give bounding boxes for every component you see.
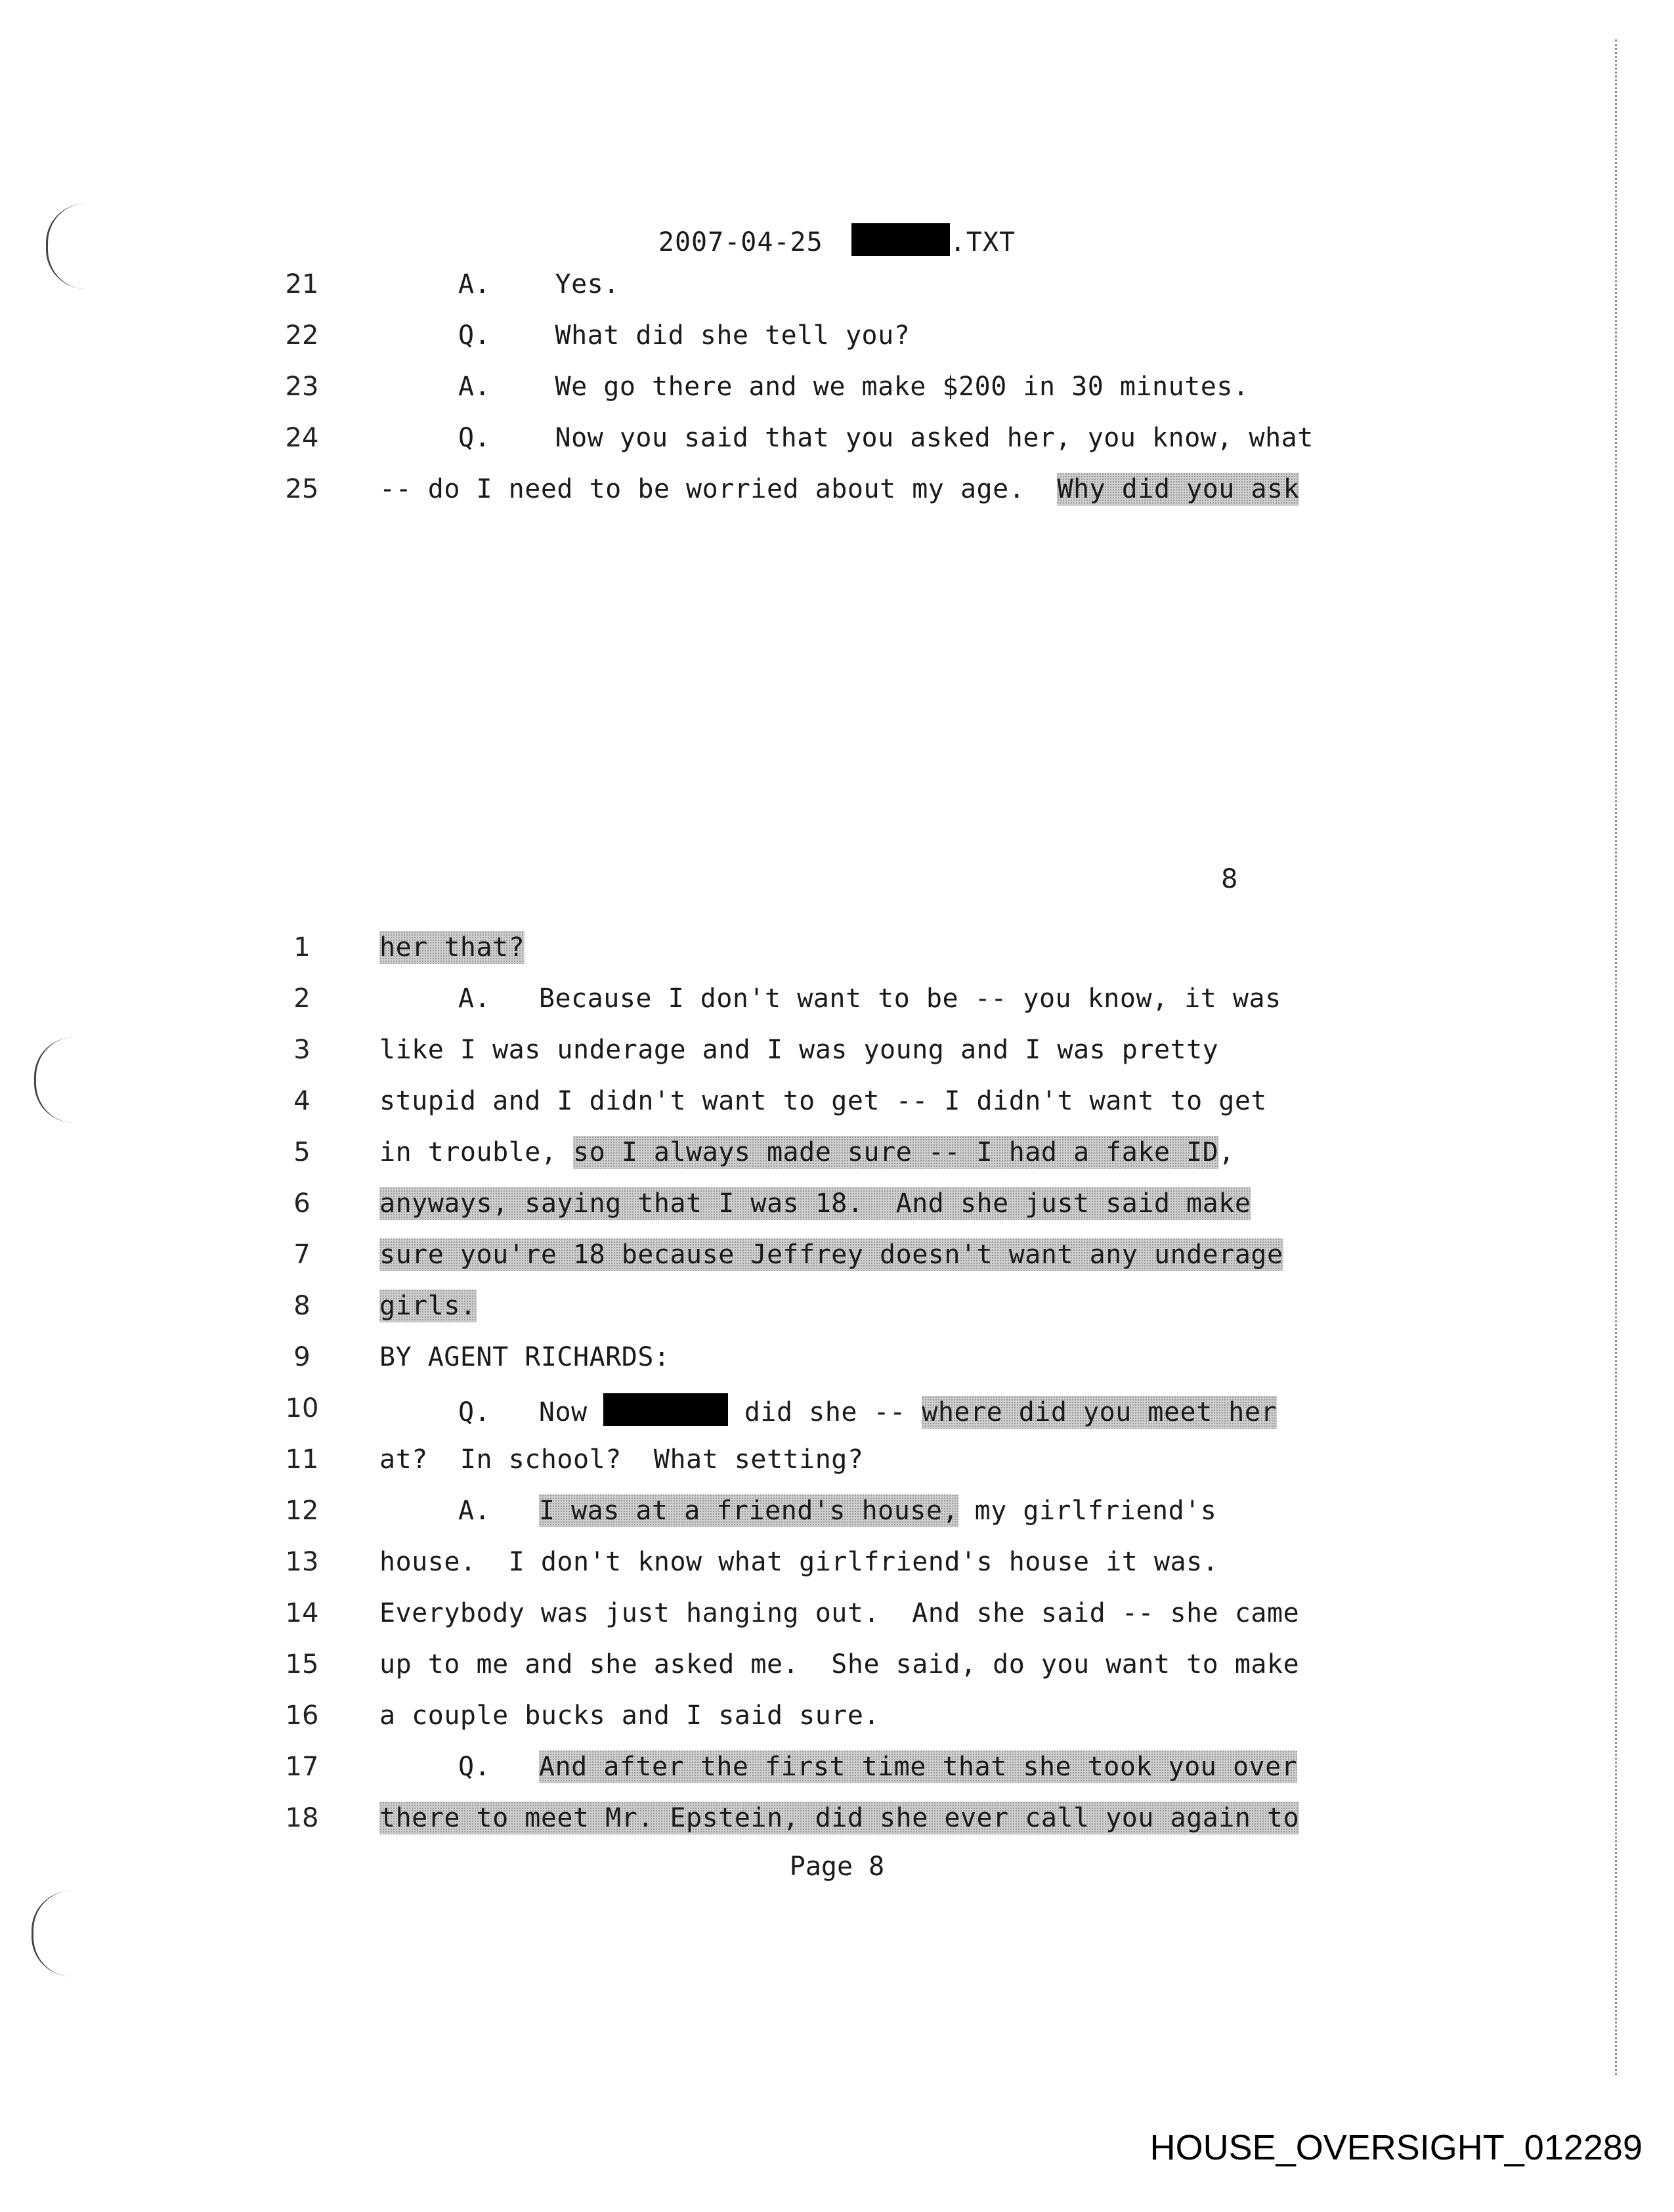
transcript-line bbox=[0, 1496, 1674, 1547]
text-segment: Q. Now you said that you asked her, you know, what bbox=[458, 423, 1314, 453]
line-text bbox=[458, 269, 620, 299]
line-text bbox=[458, 1496, 1216, 1526]
text-segment: at? In school? What setting? bbox=[379, 1444, 864, 1475]
line-text bbox=[379, 1342, 670, 1372]
line-number: 9 bbox=[293, 1342, 311, 1372]
line-number: 6 bbox=[293, 1188, 311, 1219]
line-text bbox=[379, 1086, 1267, 1116]
line-text bbox=[458, 984, 1281, 1014]
text-segment: stupid and I didn't want to get -- I didn't want to get bbox=[379, 1086, 1268, 1116]
transcript-line bbox=[0, 320, 1674, 372]
line-number: 16 bbox=[285, 1701, 319, 1731]
line-number: 14 bbox=[285, 1598, 319, 1628]
transcript-line bbox=[0, 269, 1674, 320]
text-segment: Everybody was just hanging out. And she said -- she came bbox=[379, 1598, 1300, 1628]
transcript-line bbox=[0, 1342, 1674, 1393]
line-number: 3 bbox=[293, 1035, 311, 1065]
line-text bbox=[379, 1137, 1235, 1167]
line-text bbox=[379, 932, 525, 963]
line-number: 23 bbox=[285, 372, 319, 402]
transcript-line bbox=[0, 1393, 1674, 1444]
line-number: 2 bbox=[293, 984, 311, 1014]
transcript-line bbox=[0, 1240, 1674, 1291]
page-number: 8 bbox=[1221, 864, 1238, 894]
transcript-line bbox=[0, 1752, 1674, 1803]
highlighted-text: I was at a friend's house, bbox=[538, 1496, 959, 1526]
line-text bbox=[379, 1598, 1299, 1628]
line-number: 10 bbox=[285, 1393, 319, 1423]
transcript-line bbox=[0, 1137, 1674, 1188]
line-text bbox=[379, 1188, 1251, 1219]
line-number: 15 bbox=[285, 1649, 319, 1680]
line-number: 11 bbox=[285, 1444, 319, 1475]
text-segment: a couple bucks and I said sure. bbox=[379, 1701, 880, 1731]
line-text bbox=[379, 1444, 863, 1475]
line-number: 21 bbox=[285, 269, 319, 299]
transcript-line bbox=[0, 1188, 1674, 1240]
text-segment: , bbox=[1218, 1137, 1235, 1167]
line-text bbox=[379, 1649, 1299, 1680]
line-number: 24 bbox=[285, 423, 319, 453]
line-number: 13 bbox=[285, 1547, 319, 1577]
highlighted-text: sure you're 18 because Jeffrey doesn't want any underage bbox=[379, 1240, 1283, 1270]
redaction-box bbox=[851, 223, 950, 256]
line-text bbox=[458, 423, 1314, 453]
text-segment: in trouble, bbox=[379, 1137, 573, 1167]
transcript-line bbox=[0, 984, 1674, 1035]
bates-number: HOUSE_OVERSIGHT_012289 bbox=[1149, 2128, 1642, 2167]
line-number: 17 bbox=[285, 1752, 319, 1782]
line-number: 12 bbox=[285, 1496, 319, 1526]
text-segment: A. Because I don't want to be -- you know, it was bbox=[458, 984, 1281, 1014]
page-header bbox=[0, 223, 1674, 257]
header-date: 2007-04-25 bbox=[658, 227, 823, 257]
footer-page-label: Page 8 bbox=[789, 1852, 885, 1882]
highlighted-text: so I always made sure -- I had a fake ID bbox=[572, 1137, 1219, 1167]
highlighted-text: there to meet Mr. Epstein, did she ever call you again to bbox=[379, 1803, 1300, 1833]
line-number: 8 bbox=[293, 1291, 311, 1321]
line-text bbox=[379, 1701, 880, 1731]
line-text bbox=[379, 1035, 1218, 1065]
header-suffix: .TXT bbox=[949, 227, 1016, 257]
text-segment: A. We go there and we make $200 in 30 minutes. bbox=[458, 372, 1249, 402]
line-text bbox=[379, 1547, 1218, 1577]
transcript-line bbox=[0, 1649, 1674, 1701]
punch-hole-mark bbox=[32, 1891, 93, 1976]
line-number: 4 bbox=[293, 1086, 311, 1116]
highlighted-text: girls. bbox=[379, 1291, 477, 1321]
line-number: 1 bbox=[293, 932, 311, 963]
line-text bbox=[458, 1393, 1277, 1427]
line-number: 25 bbox=[285, 474, 319, 504]
text-segment: -- do I need to be worried about my age. bbox=[379, 474, 1058, 504]
transcript-line bbox=[0, 932, 1674, 984]
text-segment: Q. Now bbox=[458, 1397, 604, 1427]
highlighted-text: Why did you ask bbox=[1057, 474, 1300, 504]
transcript-line bbox=[0, 1803, 1674, 1854]
text-segment: BY AGENT RICHARDS: bbox=[379, 1342, 670, 1372]
line-number: 22 bbox=[285, 320, 319, 351]
text-segment: Q. bbox=[458, 1752, 539, 1782]
line-text bbox=[458, 372, 1249, 402]
text-segment: Q. What did she tell you? bbox=[458, 320, 911, 351]
redaction-box bbox=[603, 1393, 728, 1426]
transcript-line bbox=[0, 474, 1674, 525]
highlighted-text: her that? bbox=[379, 932, 525, 963]
highlighted-text: anyways, saying that I was 18. And she just said make bbox=[379, 1188, 1251, 1219]
transcript-line bbox=[0, 372, 1674, 423]
line-text bbox=[379, 1291, 477, 1321]
line-text bbox=[379, 1240, 1283, 1270]
transcript-line bbox=[0, 1701, 1674, 1752]
text-segment: house. I don't know what girlfriend's house it was. bbox=[379, 1547, 1219, 1577]
text-segment: A. Yes. bbox=[458, 269, 620, 299]
text-segment: up to me and she asked me. She said, do you want to make bbox=[379, 1649, 1300, 1680]
line-text bbox=[458, 1752, 1297, 1782]
highlighted-text: where did you meet her bbox=[922, 1397, 1277, 1427]
line-number: 18 bbox=[285, 1803, 319, 1833]
highlighted-text: And after the first time that she took you over bbox=[538, 1752, 1298, 1782]
transcript-line bbox=[0, 1598, 1674, 1649]
transcript-line bbox=[0, 1086, 1674, 1137]
transcript-line bbox=[0, 1035, 1674, 1086]
text-segment: A. bbox=[458, 1496, 539, 1526]
line-text bbox=[458, 320, 910, 351]
line-number: 5 bbox=[293, 1137, 311, 1167]
text-segment: did she -- bbox=[728, 1397, 922, 1427]
transcript-line bbox=[0, 1291, 1674, 1342]
transcript-line bbox=[0, 1444, 1674, 1496]
text-segment: like I was underage and I was young and I was pretty bbox=[379, 1035, 1219, 1065]
line-number: 7 bbox=[293, 1240, 311, 1270]
text-segment: my girlfriend's bbox=[958, 1496, 1217, 1526]
line-text bbox=[379, 1803, 1299, 1833]
transcript-line bbox=[0, 423, 1674, 474]
line-text bbox=[379, 474, 1299, 504]
transcript-line bbox=[0, 1547, 1674, 1598]
